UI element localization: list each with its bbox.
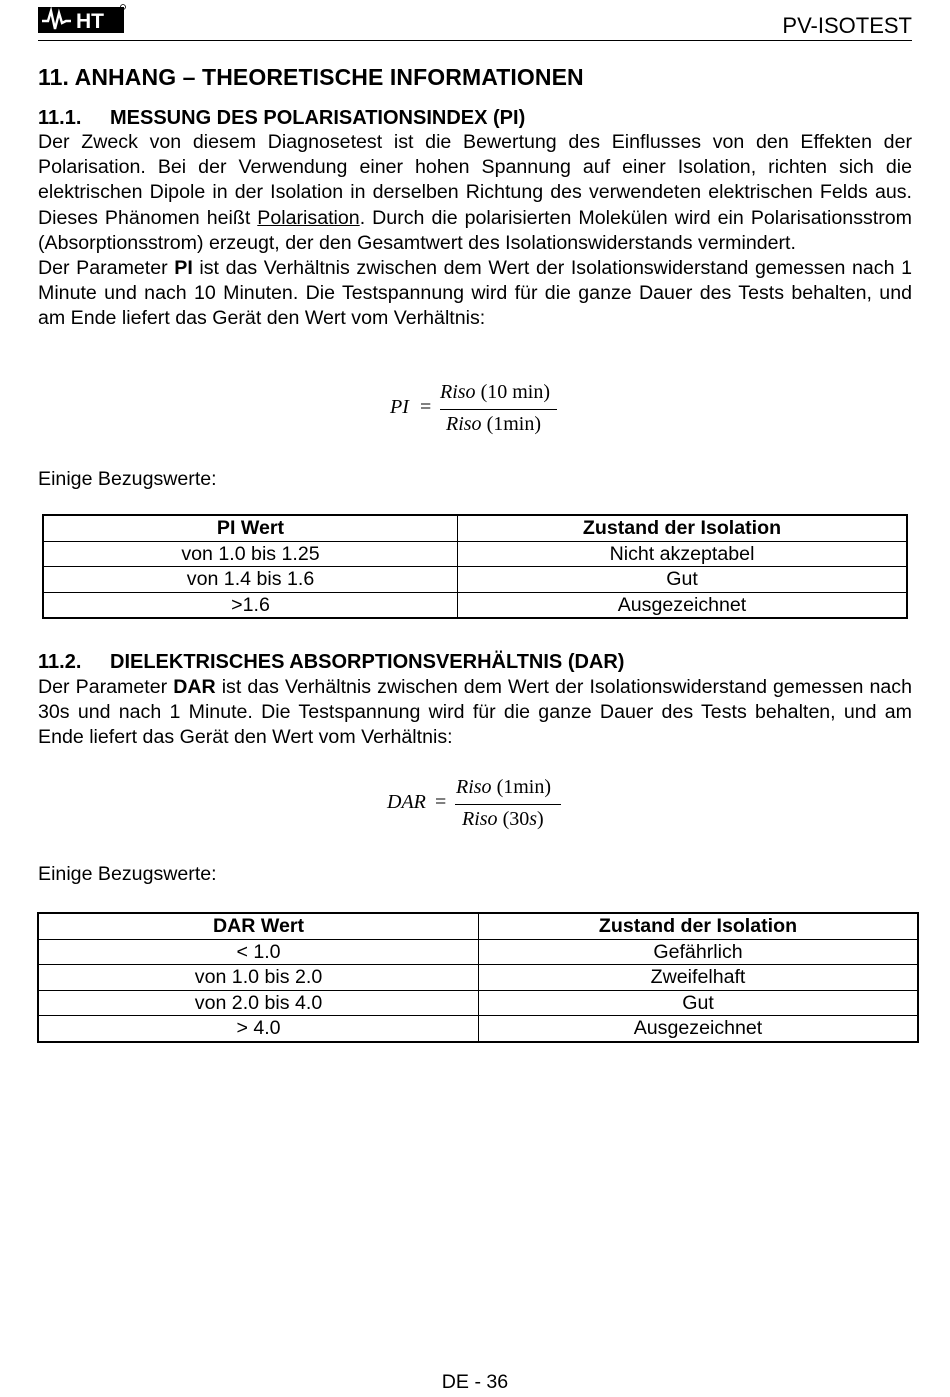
table-row [38,939,918,965]
paragraph-dar-definition: Der Parameter DAR ist das Verhältnis zwischen dem Wert der Isolationswiderstand gemessen nach 30s und nach 1 Minute. Die Testspannung wird für die ganze Dauer des Tests behalten, und am Ende liefert das Gerät den Wert vom Verhältnis: [38,676,912,749]
table-cell: von 1.0 bis 2.0 [38,965,479,991]
table-cell: Gut [458,567,908,593]
section-title: DIELEKTRISCHES ABSORPTIONSVERHÄLTNIS (DAR) [110,651,625,673]
column-header: Zustand der Isolation [458,515,908,541]
paragraph-pi-definition: Der Parameter PI ist das Verhältnis zwischen dem Wert der Isolationswiderstand gemessen nach 1 Minute und nach 10 Minuten. Die Testspannung wird für die ganze Dauer des Tests behalten, und am Ende liefert das Gerät den Wert vom Verhältnis: [38,257,912,330]
ht-logo-icon [38,4,126,34]
table-cell: von 1.0 bis 1.25 [43,541,458,567]
header-divider [38,40,912,41]
formula-lhs: DAR [387,791,426,813]
chapter-title: 11. ANHANG – THEORETISCHE INFORMATIONEN [38,64,584,90]
formula-numerator: Riso (1min) [456,776,551,798]
table-cell: Zweifelhaft [479,965,919,991]
section-pi-body [38,130,912,332]
column-header: Zustand der Isolation [479,913,919,939]
term-polarisation: Polarisation [257,206,360,229]
document-name: PV-ISOTEST [782,13,912,38]
table-row [43,592,907,618]
reference-values-label: Einige Bezugswerte: [38,468,217,490]
table-row [38,990,918,1016]
dar-reference-table [37,912,919,1043]
fraction-line [440,409,557,410]
formula-equals: = [435,791,447,813]
table-cell: von 2.0 bis 4.0 [38,990,479,1016]
reference-values-label: Einige Bezugswerte: [38,863,217,885]
section-number: 11.2. [38,651,82,673]
fraction-line [455,804,561,805]
section-heading-dar [38,651,624,674]
ht-logo [38,4,126,34]
page-number: DE - 36 [441,1371,509,1393]
formula-denominator: Riso (1min) [446,413,541,435]
table-cell: von 1.4 bis 1.6 [43,567,458,593]
table-header-row [43,515,907,541]
table-cell: Ausgezeichnet [458,592,908,618]
term-pi: PI [174,257,193,280]
table-cell: Ausgezeichnet [479,1016,919,1042]
table-cell: < 1.0 [38,939,479,965]
column-header: PI Wert [43,515,458,541]
column-header: DAR Wert [38,913,479,939]
table-row [43,567,907,593]
section-heading-pi [38,107,525,130]
table-cell: Gut [479,990,919,1016]
formula-equals: = [420,396,432,418]
table-cell: Gefährlich [479,939,919,965]
formula-numerator: Riso (10 min) [440,381,550,403]
section-dar-body [38,675,912,751]
table-header-row [38,913,918,939]
term-dar: DAR [173,676,216,698]
formula-lhs: PI [390,396,409,418]
formula-denominator: Riso (30s) [462,808,544,830]
table-cell: Nicht akzeptabel [458,541,908,567]
svg-text:HT: HT [76,10,104,33]
table-cell: >1.6 [43,592,458,618]
section-title: MESSUNG DES POLARISATIONSINDEX (PI) [110,107,526,129]
table-cell: > 4.0 [38,1016,479,1042]
pi-reference-table [42,514,908,619]
table-row [43,541,907,567]
paragraph-polarisation: Der Zweck von diesem Diagnosetest ist die Bewertung des Einflusses von den Effekten der Polarisation. Bei der Verwendung einer hohen Spannung auf einer Isolation, richten sich die elektrischen Dipole in der Isolation in derselben Richtung des verwendeten elektrischen Felds aus. Dieses Phänomen heißt Polarisation. Durch die polarisierten Molekülen wird ein Polarisationsstrom (Absorptionsstrom) erzeugt, der den Gesamtwert des Isolationswiderstands vermindert. [38,131,912,254]
table-row [38,965,918,991]
section-number: 11.1. [38,107,82,129]
table-row [38,1016,918,1042]
